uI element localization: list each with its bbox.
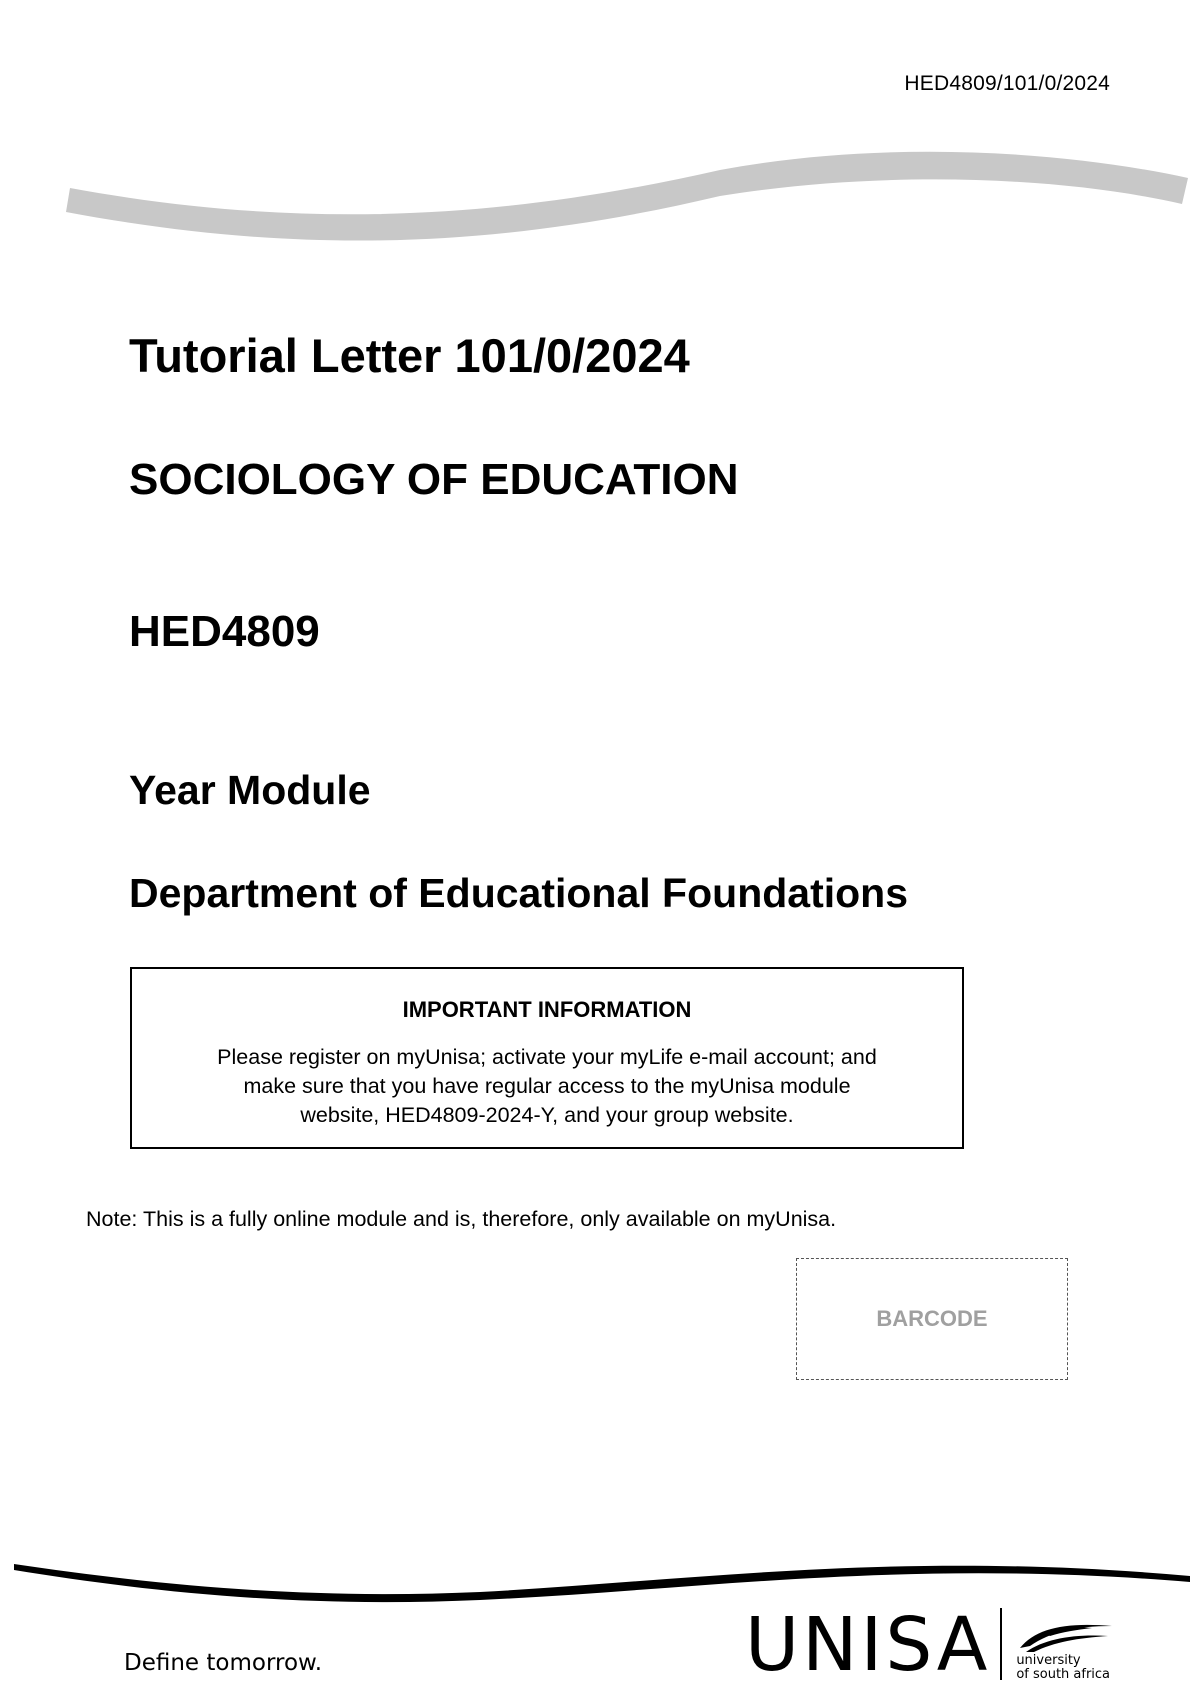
top-swoosh-decoration: [0, 130, 1200, 250]
important-information-box: [130, 967, 964, 1149]
logo-swoosh-icon: [1016, 1618, 1116, 1654]
info-line: make sure that you have regular access to the myUnisa module: [243, 1074, 851, 1098]
logo-divider: [1000, 1608, 1002, 1680]
tagline: Define tomorrow.: [124, 1650, 323, 1676]
info-line: website, HED4809-2024-Y, and your group website.: [300, 1103, 794, 1127]
tutorial-letter-title: Tutorial Letter 101/0/2024: [129, 329, 690, 382]
online-module-note: Note: This is a fully online module and is, therefore, only available on myUnisa.: [86, 1207, 837, 1231]
module-name: SOCIOLOGY OF EDUCATION: [129, 455, 739, 504]
logo-wordmark: UNISA: [745, 1602, 991, 1688]
document-reference: HED4809/101/0/2024: [904, 72, 1110, 95]
info-line: Please register on myUnisa; activate your myLife e-mail account; and: [217, 1045, 877, 1069]
logo-sub-line-2: of south africa: [1016, 1667, 1111, 1682]
barcode-label: BARCODE: [876, 1306, 988, 1331]
info-body: [157, 1043, 937, 1130]
logo-emblem-group: [1016, 1604, 1116, 1682]
logo-sub-line-1: university: [1016, 1653, 1081, 1668]
module-type: Year Module: [129, 767, 371, 813]
module-code: HED4809: [129, 607, 320, 656]
department-name: Department of Educational Foundations: [129, 870, 909, 916]
barcode-placeholder: [796, 1258, 1068, 1380]
unisa-logo: [745, 1602, 1116, 1688]
info-heading: IMPORTANT INFORMATION: [402, 997, 692, 1022]
